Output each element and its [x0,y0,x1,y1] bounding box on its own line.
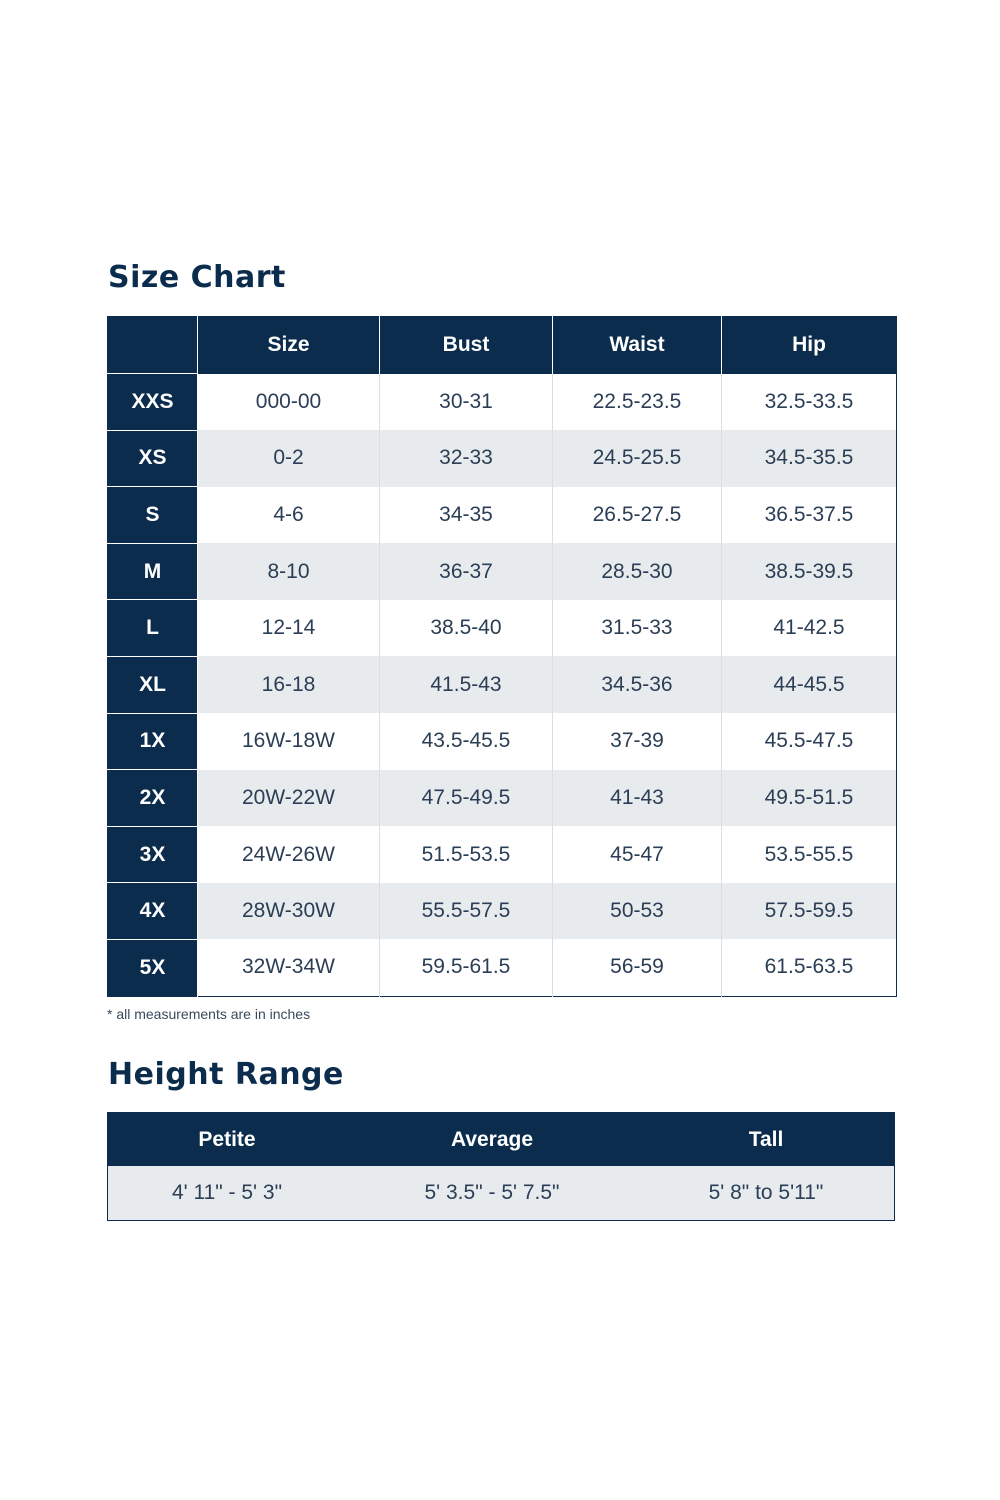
cell-hip: 34.5-35.5 [722,430,897,487]
cell-size: 0-2 [198,430,380,487]
height-header-petite: Petite [108,1113,347,1167]
cell-waist: 41-43 [553,770,722,827]
cell-waist: 26.5-27.5 [553,487,722,544]
cell-bust: 41.5-43 [380,656,553,713]
cell-bust: 38.5-40 [380,600,553,657]
cell-size: 16W-18W [198,713,380,770]
row-label-size-code: XS [108,430,198,487]
table-row [108,543,897,600]
cell-hip: 32.5-33.5 [722,374,897,431]
row-label-size-code: L [108,600,198,657]
cell-hip: 57.5-59.5 [722,883,897,940]
cell-hip: 61.5-63.5 [722,939,897,996]
height-value-tall: 5' 8" to 5'11" [638,1166,895,1221]
cell-hip: 45.5-47.5 [722,713,897,770]
cell-hip: 36.5-37.5 [722,487,897,544]
table-row [108,487,897,544]
row-label-size-code: S [108,487,198,544]
table-row [108,939,897,996]
cell-size: 8-10 [198,543,380,600]
size-chart-corner-header [108,317,198,374]
table-row [108,656,897,713]
cell-waist: 28.5-30 [553,543,722,600]
size-chart-title: Size Chart [108,260,286,295]
cell-waist: 31.5-33 [553,600,722,657]
height-value-petite: 4' 11" - 5' 3" [108,1166,347,1221]
height-range-title: Height Range [108,1057,344,1092]
cell-waist: 24.5-25.5 [553,430,722,487]
cell-waist: 50-53 [553,883,722,940]
cell-bust: 36-37 [380,543,553,600]
cell-bust: 47.5-49.5 [380,770,553,827]
cell-bust: 51.5-53.5 [380,826,553,883]
table-row [108,713,897,770]
row-label-size-code: 5X [108,939,198,996]
cell-size: 4-6 [198,487,380,544]
row-label-size-code: 4X [108,883,198,940]
cell-hip: 44-45.5 [722,656,897,713]
row-label-size-code: XL [108,656,198,713]
size-chart-header-bust: Bust [380,317,553,374]
measurement-footnote: * all measurements are in inches [107,1006,311,1022]
size-chart-header-row [108,317,897,374]
table-row [108,770,897,827]
cell-waist: 34.5-36 [553,656,722,713]
cell-size: 16-18 [198,656,380,713]
height-range-header-row [108,1113,895,1167]
cell-bust: 32-33 [380,430,553,487]
cell-size: 000-00 [198,374,380,431]
cell-bust: 59.5-61.5 [380,939,553,996]
table-row [108,826,897,883]
table-row [108,430,897,487]
size-chart-header-size: Size [198,317,380,374]
table-row [108,600,897,657]
row-label-size-code: M [108,543,198,600]
row-label-size-code: 1X [108,713,198,770]
row-label-size-code: 3X [108,826,198,883]
cell-size: 28W-30W [198,883,380,940]
cell-bust: 34-35 [380,487,553,544]
cell-waist: 56-59 [553,939,722,996]
table-row [108,374,897,431]
table-row [108,1166,895,1221]
height-range-table [107,1112,895,1221]
cell-hip: 49.5-51.5 [722,770,897,827]
size-chart-header-waist: Waist [553,317,722,374]
size-chart-header-hip: Hip [722,317,897,374]
row-label-size-code: XXS [108,374,198,431]
cell-bust: 43.5-45.5 [380,713,553,770]
cell-bust: 55.5-57.5 [380,883,553,940]
cell-waist: 22.5-23.5 [553,374,722,431]
cell-hip: 38.5-39.5 [722,543,897,600]
cell-hip: 41-42.5 [722,600,897,657]
table-row [108,883,897,940]
height-header-tall: Tall [638,1113,895,1167]
cell-size: 24W-26W [198,826,380,883]
cell-bust: 30-31 [380,374,553,431]
cell-waist: 37-39 [553,713,722,770]
cell-waist: 45-47 [553,826,722,883]
row-label-size-code: 2X [108,770,198,827]
cell-size: 32W-34W [198,939,380,996]
height-header-average: Average [346,1113,638,1167]
cell-size: 12-14 [198,600,380,657]
height-value-average: 5' 3.5" - 5' 7.5" [346,1166,638,1221]
cell-size: 20W-22W [198,770,380,827]
cell-hip: 53.5-55.5 [722,826,897,883]
size-chart-table [107,316,897,997]
